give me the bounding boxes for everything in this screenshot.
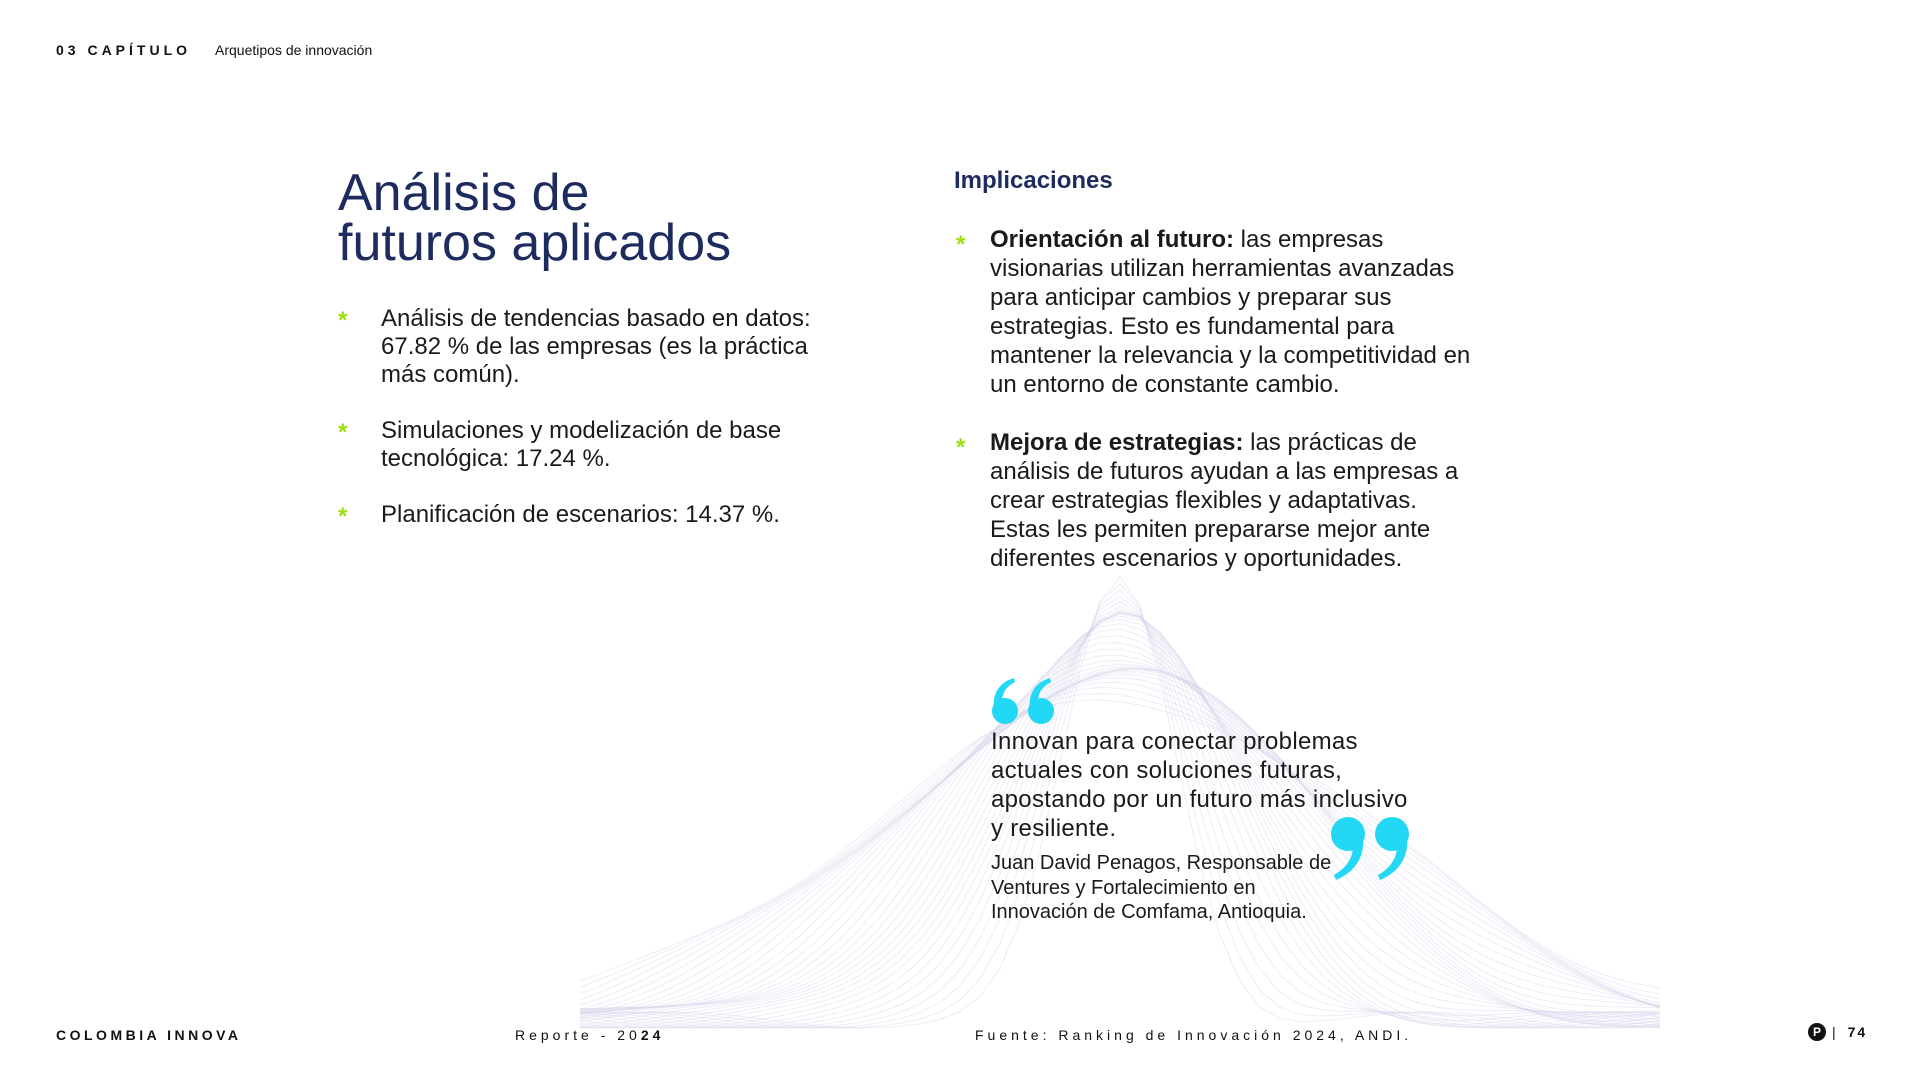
practices-list bbox=[338, 305, 838, 557]
implication-text: las empresas visionarias utilizan herramientas avanzadas para anticipar cambios y preparar sus estrategias. Esto es fundamental para mantener la relevancia y la competitividad en un entorno de constante cambio. bbox=[990, 226, 1471, 398]
page-title bbox=[338, 164, 732, 272]
open-quote-icon bbox=[990, 678, 1056, 724]
chapter-section: Arquetipos de innovación bbox=[215, 42, 373, 58]
separator: | bbox=[1832, 1024, 1836, 1040]
quote-text: Innovan para conectar problemas actuales con soluciones futuras, apostando por un futuro más inclusivo y resiliente. bbox=[991, 728, 1408, 842]
page-number: 74 bbox=[1847, 1024, 1868, 1040]
implications-list bbox=[956, 225, 1476, 602]
list-item bbox=[338, 501, 838, 529]
implications-title: Implicaciones bbox=[954, 167, 1113, 194]
page-title-line-1: Análisis de bbox=[338, 164, 590, 222]
asterisk-bullet-icon: * bbox=[956, 231, 966, 258]
implication-label: Orientación al futuro: bbox=[990, 226, 1235, 253]
footer-report-year: 24 bbox=[640, 1027, 665, 1043]
asterisk-bullet-icon: * bbox=[956, 434, 966, 461]
list-item bbox=[338, 417, 838, 473]
footer-report bbox=[515, 1027, 664, 1043]
asterisk-bullet-icon: * bbox=[338, 419, 348, 446]
list-item bbox=[956, 225, 1476, 399]
footer-brand: COLOMBIA INNOVA bbox=[56, 1027, 242, 1043]
quote-author: Juan David Penagos, Responsable de Ventures y Fortalecimiento en Innovación de Comfama, Antioquia. bbox=[991, 852, 1332, 923]
implication-text: las prácticas de análisis de futuros ayudan a las empresas a crear estrategias flexibles y adaptativas. Estas les permiten prepararse mejor ante diferentes escenarios y oportunidades. bbox=[990, 429, 1459, 572]
asterisk-bullet-icon: * bbox=[338, 307, 348, 334]
chapter-header bbox=[56, 42, 372, 58]
footer-source: Fuente: Ranking de Innovación 2024, ANDI. bbox=[975, 1027, 1413, 1043]
brand-logo-icon: P bbox=[1808, 1023, 1826, 1041]
list-item-text: Análisis de tendencias basado en datos: 67.82 % de las empresas (es la práctica más común). bbox=[381, 305, 811, 388]
page-indicator bbox=[1808, 1023, 1867, 1041]
list-item-text: Planificación de escenarios: 14.37 %. bbox=[381, 501, 780, 528]
implication-label: Mejora de estrategias: bbox=[990, 429, 1244, 456]
chapter-label: 03 CAPÍTULO bbox=[56, 42, 192, 58]
footer-report-prefix: Reporte - 20 bbox=[515, 1027, 641, 1043]
asterisk-bullet-icon: * bbox=[338, 503, 348, 530]
list-item bbox=[338, 305, 838, 389]
list-item-text: Simulaciones y modelización de base tecnológica: 17.24 %. bbox=[381, 417, 782, 472]
page-title-line-2: futuros aplicados bbox=[338, 214, 732, 272]
list-item bbox=[956, 428, 1476, 573]
